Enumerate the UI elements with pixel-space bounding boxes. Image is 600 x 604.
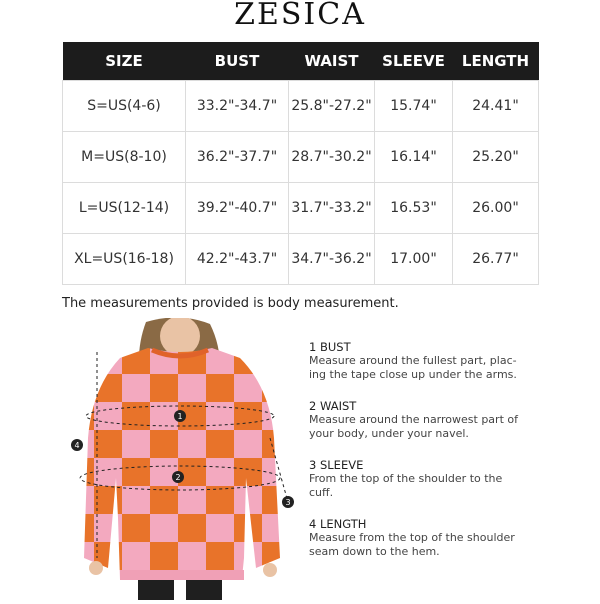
instruction-line: Measure around the narrowest part of: [309, 413, 518, 426]
right-hand: [263, 563, 277, 577]
table-header-row: [63, 42, 539, 81]
table-row: [63, 183, 539, 234]
waist-marker-label: 2: [175, 473, 181, 482]
sleeve-marker-label: 3: [285, 498, 291, 507]
cell-length: 26.00": [453, 183, 539, 234]
cell-size: XL=US(16-18): [63, 234, 186, 285]
instruction-title: 3 SLEEVE: [309, 458, 364, 472]
length-marker-label: 4: [74, 441, 80, 450]
cell-bust: 36.2"-37.7": [186, 132, 289, 183]
cell-size: M=US(8-10): [63, 132, 186, 183]
left-hand: [89, 561, 103, 575]
cell-bust: 33.2"-34.7": [186, 81, 289, 132]
instruction-title: 4 LENGTH: [309, 517, 367, 531]
cell-size: S=US(4-6): [63, 81, 186, 132]
cell-waist: 31.7"-33.2": [289, 183, 375, 234]
measurement-note: The measurements provided is body measurement.: [62, 296, 399, 311]
cell-sleeve: 15.74": [375, 81, 453, 132]
instruction-line: cuff.: [309, 486, 334, 499]
header-bust: BUST: [186, 42, 289, 81]
header-length: LENGTH: [453, 42, 539, 81]
bust-marker-label: 1: [177, 412, 183, 421]
cell-sleeve: 16.53": [375, 183, 453, 234]
instruction-line: Measure from the top of the shoulder: [309, 531, 515, 544]
cell-size: L=US(12-14): [63, 183, 186, 234]
header-waist: WAIST: [289, 42, 375, 81]
table-row: [63, 132, 539, 183]
cell-waist: 34.7"-36.2": [289, 234, 375, 285]
cell-sleeve: 16.14": [375, 132, 453, 183]
cell-length: 25.20": [453, 132, 539, 183]
table-row: [63, 234, 539, 285]
model-figure: [60, 318, 300, 600]
cell-length: 24.41": [453, 81, 539, 132]
instruction-line: Measure around the fullest part, plac-: [309, 354, 517, 367]
instruction-bust: [309, 340, 539, 382]
cell-length: 26.77": [453, 234, 539, 285]
instruction-length: [309, 517, 539, 559]
header-size: SIZE: [63, 42, 186, 81]
table-row: [63, 81, 539, 132]
instruction-line: your body, under your navel.: [309, 427, 469, 440]
cell-waist: 28.7"-30.2": [289, 132, 375, 183]
measurement-instructions: [309, 340, 539, 576]
size-chart-table: [62, 42, 539, 285]
sweater-hem: [120, 570, 244, 580]
instruction-sleeve: [309, 458, 539, 500]
cell-sleeve: 17.00": [375, 234, 453, 285]
cell-waist: 25.8"-27.2": [289, 81, 375, 132]
instruction-line: ing the tape close up under the arms.: [309, 368, 517, 381]
instruction-title: 2 WAIST: [309, 399, 357, 413]
cell-bust: 42.2"-43.7": [186, 234, 289, 285]
cell-bust: 39.2"-40.7": [186, 183, 289, 234]
instruction-line: From the top of the shoulder to the: [309, 472, 503, 485]
brand-logo: ZESICA: [234, 0, 366, 32]
header-sleeve: SLEEVE: [375, 42, 453, 81]
instruction-line: seam down to the hem.: [309, 545, 440, 558]
instruction-title: 1 BUST: [309, 340, 351, 354]
sweater-checker: [60, 338, 300, 588]
model-illustration: [60, 318, 300, 600]
instruction-waist: [309, 399, 539, 441]
